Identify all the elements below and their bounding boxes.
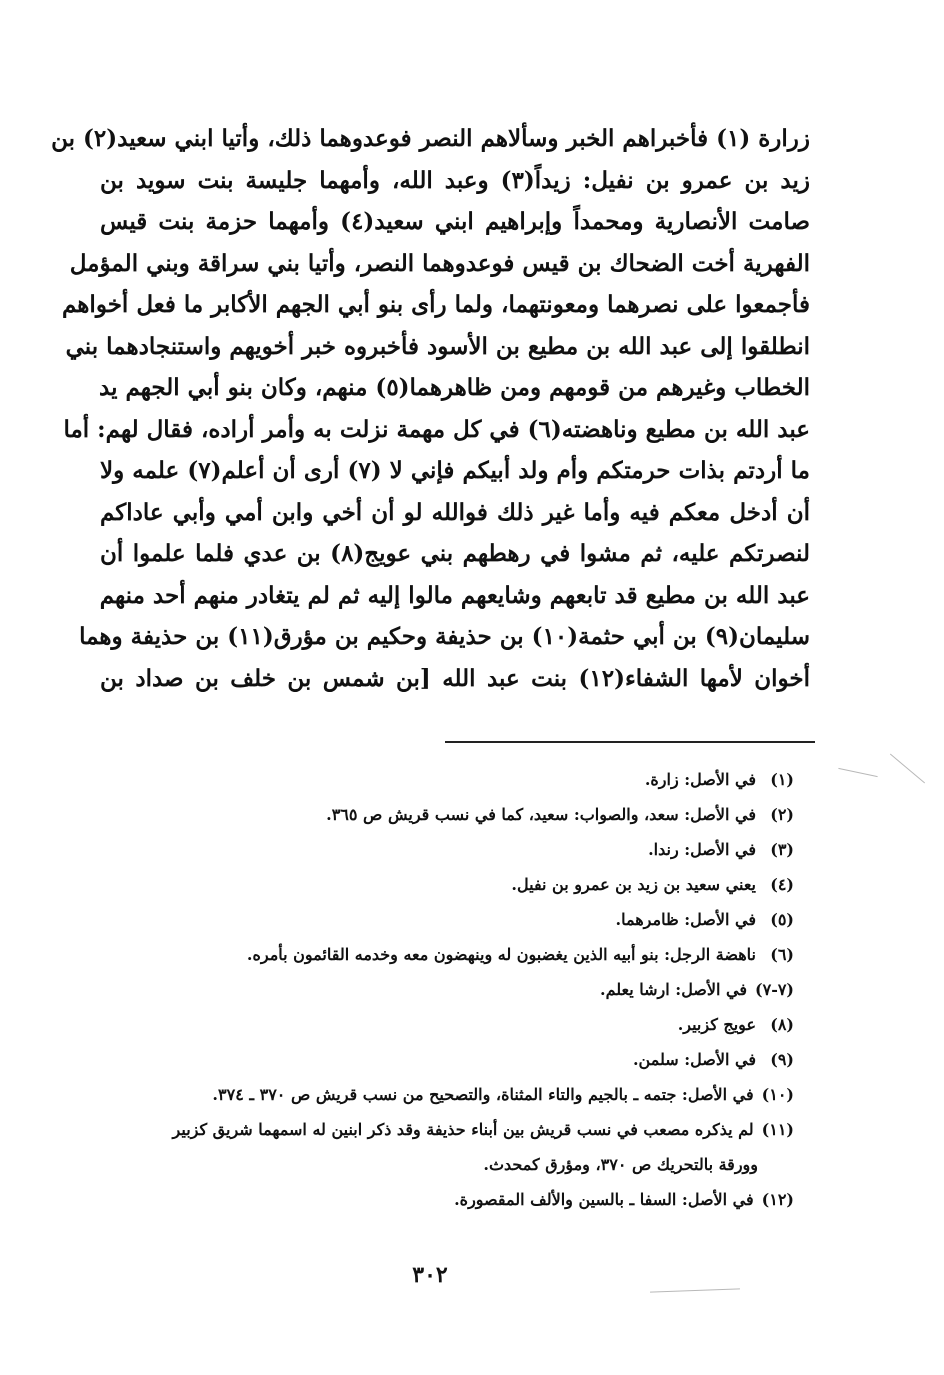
text-line: عبد الله بن مطيع وناهضته(٦) في كل مهمة نزلت به وأمر أراده، فقال لهم: أما: [63, 415, 810, 443]
footnote-number: (٤): [770, 875, 794, 894]
footnote-text: في الأصل: سلمن.: [632, 1050, 756, 1069]
footnote-text: في الأصل: ارشا يعلم.: [600, 980, 748, 999]
footnote: [104, 797, 794, 832]
text-line: فأجمعوا على نصرهما ومعونتهما، ولما رأى بنو أبي الجهم الأكابر ما فعل أخواهم: [62, 291, 810, 318]
footnote-text: يعني سعيد بن زيد بن عمرو بن نفيل.: [511, 875, 756, 894]
text-line: زيد بن عمرو بن نفيل: زيداً(٣) وعبد الله، وأمهما جليسة بنت سويد بن: [100, 166, 811, 194]
footnote: [104, 972, 794, 1007]
footnote-number: (٩): [770, 1050, 794, 1069]
text-line: صامت الأنصارية ومحمداً وإبراهيم ابني سعيد(٤) وأمهما حزمة بنت قيس: [100, 208, 810, 235]
footnote: [104, 1182, 794, 1217]
footnotes-block: [104, 762, 794, 1217]
footnote: [104, 832, 794, 867]
footnote-text: في الأصل: ظامرهما.: [615, 910, 756, 929]
footnote-text: في الأصل: سعد، والصواب: سعيد، كما في نسب قريش ص ٣٦٥.: [326, 805, 756, 824]
footnote-text: لم يذكره مصعب في نسب قريش بين أبناء حذيفة وقد ذكر ابنين له اسمهما شريق كزبير: [172, 1120, 754, 1139]
footnote: [104, 902, 794, 937]
footnote-number: (١١): [761, 1120, 794, 1139]
footnote-number: (١٠): [761, 1085, 794, 1104]
text-line: أن أدخل معكم فيه وأما غير ذلك فوالله لو أن أخي وابن أمي وأبي عاداكم: [100, 498, 810, 526]
text-line: الخطاب وغيرهم من قومهم ومن ظاهرهما(٥) منهم، وكان بنو أبي الجهم يد: [99, 374, 810, 401]
footnote-text: عويج كزبير.: [677, 1015, 756, 1034]
footnote: [104, 1007, 794, 1042]
footnote: [104, 762, 794, 797]
footnote-number: (١٢): [761, 1190, 794, 1209]
text-line: عبد الله بن مطيع قد تابعهم وشايعهم مالوا إليه ثم لم يتغادر منهم أحد منهم: [99, 581, 810, 609]
scan-artifact: [838, 768, 877, 777]
footnote-number: (٨): [770, 1015, 794, 1034]
text-line: ما أردتم بذات حرمتكم وأم ولد أبيكم فإني لا (٧) أرى أن أعلم(٧) علمه ولا: [100, 457, 810, 484]
footnote-text: ناهضة الرجل: بنو أبيه الذين يغضبون له وينهضون معه وخدمه القائمون بأمره.: [246, 945, 756, 964]
text-line: زرارة (١) فأخبراهم الخبر وسألاهم النصر فوعدوهما ذلك، وأتيا ابني سعيد(٢) بن: [51, 125, 810, 152]
scan-artifact: [650, 1288, 740, 1292]
page-number: ٣٠٢: [412, 1262, 448, 1288]
footnote-text: في الأصل: زارة.: [644, 770, 756, 789]
footnote-number: (٣): [770, 840, 794, 859]
text-line: انطلقوا إلى عبد الله بن مطيع بن الأسود فأخبروه خبر أخويهم واستنجادهما بني: [65, 332, 810, 360]
footnote-number: (١): [770, 770, 794, 789]
footnote-text: في الأصل: جتمه ـ بالجيم والتاء المثناة، والتصحيح من نسب قريش ص ٣٧٠ ـ ٣٧٤.: [212, 1085, 754, 1104]
main-text-block: [51, 118, 811, 699]
footnote-number: (٧-٧): [755, 980, 794, 999]
footnote: [104, 867, 794, 902]
footnote-number: (٦): [770, 945, 794, 964]
footnote-text: وورقة بالتحريك ص ٣٧٠، ومؤرق كمحدث.: [483, 1155, 758, 1174]
footnote-number: (٥): [770, 910, 794, 929]
footnote-text: في الأصل: رندا.: [648, 840, 756, 859]
footnote: [104, 1042, 794, 1077]
footnote-separator: [445, 741, 815, 743]
footnote: [104, 937, 794, 972]
footnote: [104, 1077, 794, 1112]
footnote-continuation: [104, 1147, 794, 1182]
text-line: لنصرتكم عليه، ثم مشوا في رهطهم بني عويج(٨) بن عدي فلما علموا أن: [100, 540, 810, 567]
text-line: أخوان لأمها الشفاء(١٢) بنت عبد الله [بن شمس بن خلف بن صداد بن: [100, 664, 811, 692]
footnote: [104, 1112, 794, 1147]
footnote-text: في الأصل: السفا ـ بالسين والألف المقصورة.: [454, 1190, 754, 1209]
text-line: الفهرية أخت الضحاك بن قيس فوعدوهما النصر، وأتيا بني سراقة وبني المؤمل: [69, 249, 810, 277]
text-line: سليمان(٩) بن أبي حثمة(١٠) بن حذيفة وحكيم بن مؤرق(١١) بن حذيفة وهما: [79, 623, 810, 650]
footnote-number: (٢): [770, 805, 794, 824]
scan-artifact: [890, 754, 925, 784]
